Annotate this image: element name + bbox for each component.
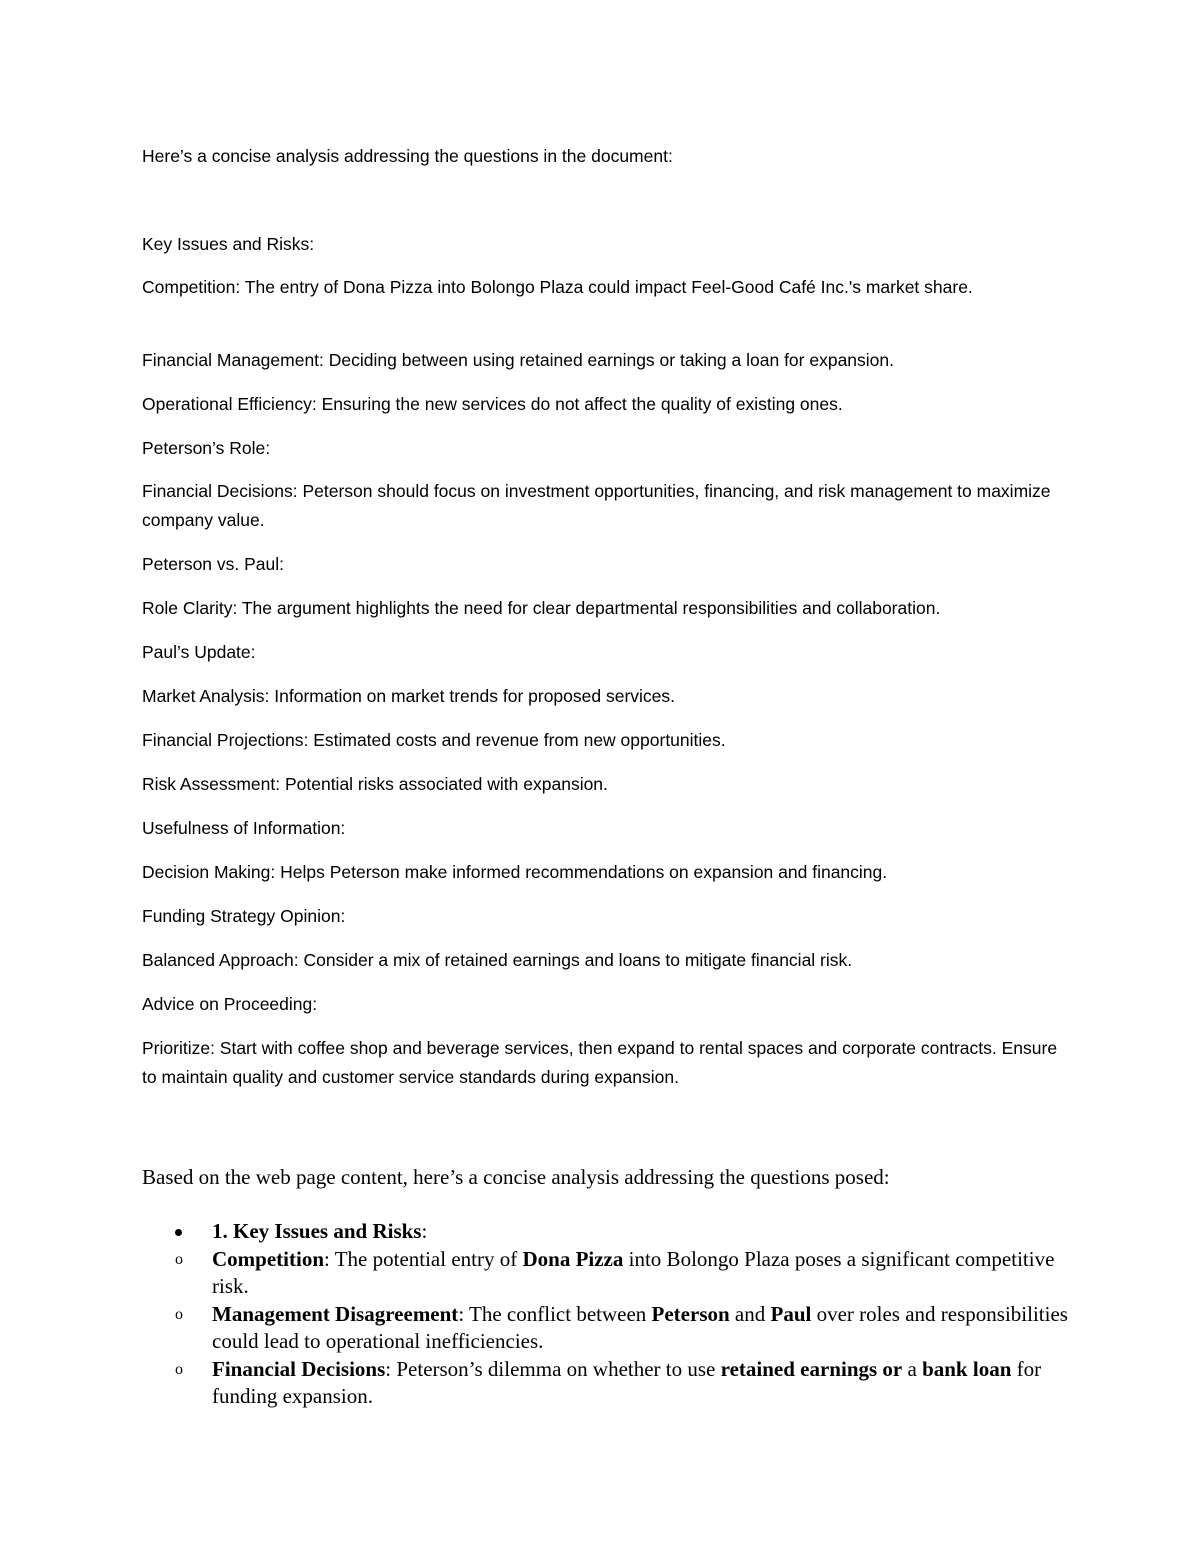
- item-colon: :: [458, 1301, 465, 1326]
- item-text: a: [902, 1356, 923, 1381]
- item-label: Management Disagreement: [212, 1301, 459, 1326]
- bullet-icon: [175, 1229, 182, 1236]
- key-issues-heading: Key Issues and Risks:: [142, 234, 315, 254]
- peterson-vs-paul-heading: Peterson vs. Paul:: [142, 554, 285, 574]
- item-text: into Bolongo Plaza poses a significant competitive risk.: [212, 1246, 1055, 1298]
- item-label: Financial Decisions: [212, 1356, 386, 1381]
- sub-list: [142, 1246, 1082, 1411]
- market-analysis-paragraph: Market Analysis: Information on market trends for proposed services.: [142, 686, 676, 706]
- role-clarity-paragraph: Role Clarity: The argument highlights the need for clear departmental responsibilities and collaboration.: [142, 598, 941, 618]
- item-bold: Dona Pizza: [522, 1246, 624, 1271]
- item-bold: bank loan: [922, 1356, 1012, 1381]
- list-item: [142, 1301, 1082, 1356]
- operational-efficiency-paragraph: Operational Efficiency: Ensuring the new services do not affect the quality of existing ones.: [142, 394, 843, 414]
- item-bold: Peterson: [651, 1301, 730, 1326]
- financial-projections-paragraph: Financial Projections: Estimated costs and revenue from new opportunities.: [142, 730, 726, 750]
- balanced-approach-paragraph: Balanced Approach: Consider a mix of retained earnings and loans to mitigate financial risk.: [142, 950, 853, 970]
- list-heading: 1. Key Issues and Risks: [212, 1219, 422, 1243]
- financial-management-paragraph: Financial Management: Deciding between using retained earnings or taking a loan for expansion.: [142, 350, 894, 370]
- list-item: [142, 1218, 1082, 1411]
- item-text: The conflict between: [464, 1301, 652, 1326]
- item-bold: Paul: [770, 1301, 812, 1326]
- funding-strategy-heading: Funding Strategy Opinion:: [142, 906, 346, 926]
- peterson-role-heading: Peterson’s Role:: [142, 438, 271, 458]
- item-text: Peterson’s dilemma on whether to use: [391, 1356, 721, 1381]
- item-text: and: [729, 1301, 771, 1326]
- item-colon: :: [385, 1356, 392, 1381]
- competition-paragraph: Competition: The entry of Dona Pizza into Bolongo Plaza could impact Feel-Good Café Inc.'s market share.: [142, 277, 973, 297]
- item-colon: :: [324, 1246, 330, 1271]
- list-heading-colon: :: [421, 1219, 428, 1243]
- financial-decisions-paragraph: Financial Decisions: Peterson should focus on investment opportunities, financing, and risk management to maximize company value.: [142, 481, 1051, 530]
- prioritize-paragraph: Prioritize: Start with coffee shop and beverage services, then expand to rental spaces and corporate contracts. Ensure to maintain quality and customer service standards during expansion.: [142, 1038, 1058, 1087]
- intro-text: Here’s a concise analysis addressing the questions in the document:: [142, 146, 673, 166]
- item-text: The potential entry of: [329, 1246, 523, 1271]
- decision-making-paragraph: Decision Making: Helps Peterson make informed recommendations on expansion and financing.: [142, 862, 888, 882]
- circle-bullet-icon: o: [175, 1360, 183, 1378]
- item-text: over roles and responsibilities could lead to operational inefficiencies.: [212, 1301, 1068, 1353]
- item-bold: retained earnings or: [720, 1356, 903, 1381]
- list-item: [142, 1356, 1082, 1411]
- advice-heading: Advice on Proceeding:: [142, 994, 318, 1014]
- second-intro-text: Based on the web page content, here’s a concise analysis addressing the questions posed:: [142, 1165, 890, 1189]
- usefulness-heading: Usefulness of Information:: [142, 818, 346, 838]
- circle-bullet-icon: o: [175, 1305, 183, 1323]
- list-item: [142, 1246, 1082, 1301]
- circle-bullet-icon: o: [175, 1250, 183, 1268]
- item-label: Competition: [212, 1246, 324, 1271]
- paul-update-heading: Paul’s Update:: [142, 642, 256, 662]
- risk-assessment-paragraph: Risk Assessment: Potential risks associated with expansion.: [142, 774, 608, 794]
- key-issues-list: [142, 1218, 1082, 1411]
- item-text: for funding expansion.: [212, 1356, 1042, 1408]
